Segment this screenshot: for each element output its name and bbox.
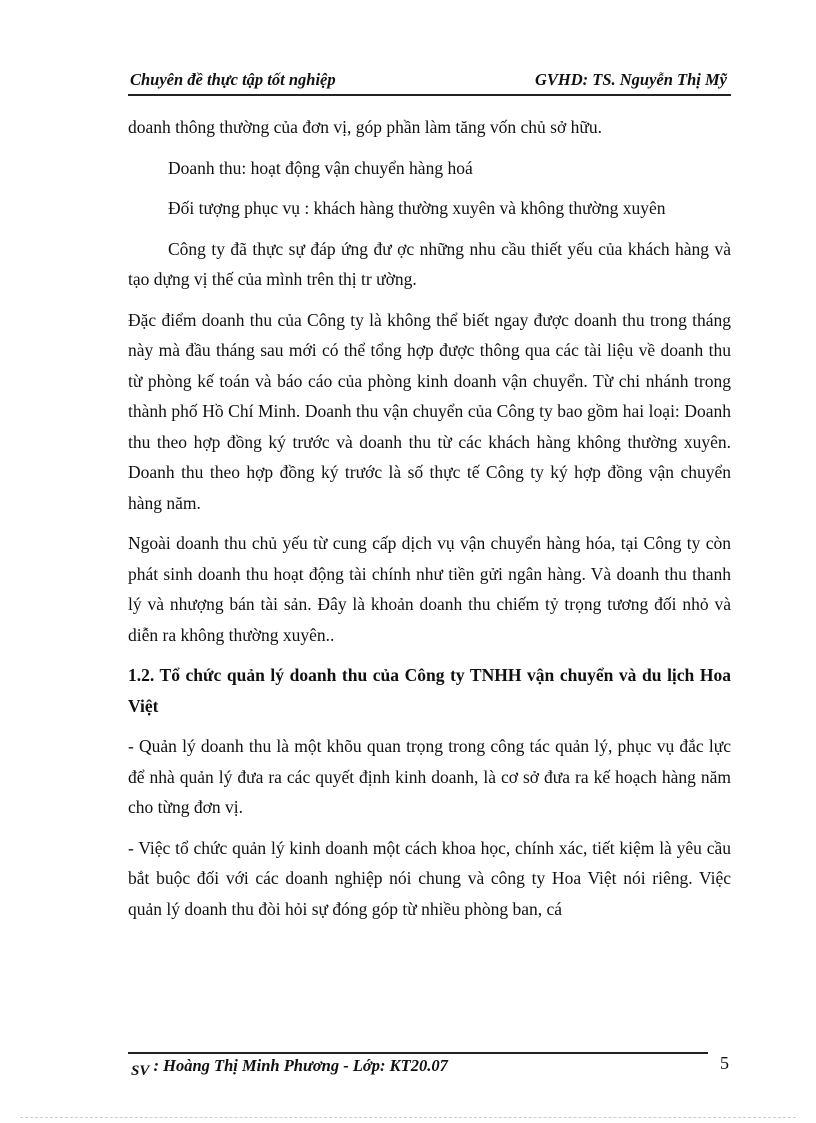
paragraph-company-response: Công ty đã thực sự đáp ứng đư ợc những nhu cầu thiết yếu của khách hàng và tạo dựng vị thế của mình trên thị tr ường. <box>128 238 731 289</box>
paragraph-continuation: doanh thông thường của đơn vị, góp phần làm tăng vốn chủ sở hữu. <box>128 117 602 137</box>
page-bottom-border <box>20 1117 796 1118</box>
document-body <box>128 112 731 924</box>
paragraph-revenue-type: Doanh thu: hoạt động vận chuyển hàng hoá <box>168 157 473 178</box>
footer-sv-label: SV <box>131 1063 150 1079</box>
section-heading: 1.2. Tổ chức quản lý doanh thu của Công ty TNHH vận chuyển và du lịch Hoa Việt <box>128 665 731 716</box>
header-supervisor: GVHD: TS. Nguyễn Thị Mỹ <box>534 70 727 89</box>
header-title: Chuyên đề thực tập tốt nghiệp <box>130 70 336 89</box>
paragraph-customers: Đối tượng phục vụ : khách hàng thường xuyên và không thường xuyên <box>168 198 666 218</box>
page-number: 5 <box>720 1053 729 1073</box>
paragraph-other-revenue: Ngoài doanh thu chủ yếu từ cung cấp dịch vụ vận chuyển hàng hóa, tại Công ty còn phát sinh doanh thu hoạt động tài chính như tiền gửi ngân hàng. Và doanh thu thanh lý và nhượng bán tài sản. Đây là khoản doanh thu chiếm tỷ trọng tương đối nhỏ và diễn ra không thường xuyên.. <box>128 533 731 645</box>
footer-student-info: : Hoàng Thị Minh Phương - Lớp: KT20.07 <box>153 1056 448 1075</box>
paragraph-management-organization: - Việc tổ chức quản lý kinh doanh một cách khoa học, chính xác, tiết kiệm là yêu cầu bắt buộc đối với các doanh nghiệp nói chung và công ty Hoa Việt nói riêng. Việc quản lý doanh thu đòi hỏi sự đóng góp từ nhiều phòng ban, cá <box>128 837 731 919</box>
footer-divider <box>128 1052 708 1054</box>
page-header <box>128 68 731 96</box>
paragraph-revenue-characteristics: Đặc điểm doanh thu của Công ty là không thể biết ngay được doanh thu trong tháng này mà đầu tháng sau mới có thể tổng hợp được thông qua các tài liệu về doanh thu từ phòng kế toán và báo cáo của phòng kinh doanh vận chuyển. Từ chi nhánh trong thành phố Hồ Chí Minh. Doanh thu vận chuyển của Công ty bao gồm hai loại: Doanh thu theo hợp đồng ký trước và doanh thu từ các khách hàng không thường xuyên. Doanh thu theo hợp đồng ký trước là số thực tế Công ty ký hợp đồng vận chuyển hàng năm. <box>128 309 731 513</box>
page-footer <box>131 1056 448 1079</box>
paragraph-management-role: - Quản lý doanh thu là một khõu quan trọng trong công tác quản lý, phục vụ đắc lực để nhà quản lý đưa ra các quyết định kinh doanh, là cơ sở đưa ra kế hoạch hàng năm cho từng đơn vị. <box>128 736 731 817</box>
